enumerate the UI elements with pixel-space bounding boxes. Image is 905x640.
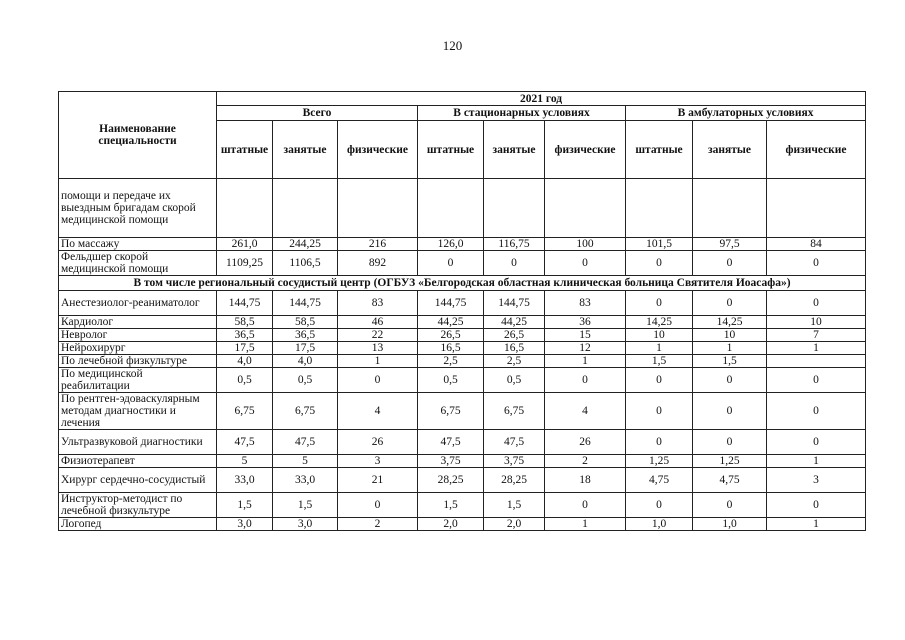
specialty-name: Анестезиолог-реаниматолог [59, 291, 217, 316]
value-cell: 144,75 [418, 291, 484, 316]
value-cell: 84 [767, 238, 866, 251]
value-cell: 1 [545, 355, 626, 368]
table-row [59, 179, 866, 238]
value-cell: 144,75 [217, 291, 273, 316]
table-row [59, 468, 866, 493]
value-cell: 0 [626, 493, 693, 518]
value-cell: 1,5 [693, 355, 767, 368]
value-cell: 1,5 [217, 493, 273, 518]
table-row [59, 238, 866, 251]
value-cell: 101,5 [626, 238, 693, 251]
table-row [59, 342, 866, 355]
value-cell: 1,25 [693, 455, 767, 468]
value-cell: 244,25 [273, 238, 338, 251]
value-cell: 0 [626, 368, 693, 393]
value-cell: 1,5 [273, 493, 338, 518]
subheader-cell: физические [338, 121, 418, 179]
value-cell: 6,75 [217, 393, 273, 430]
value-cell [217, 179, 273, 238]
table-row [59, 518, 866, 531]
value-cell: 3,75 [418, 455, 484, 468]
value-cell: 0 [626, 430, 693, 455]
value-cell: 4,0 [273, 355, 338, 368]
value-cell: 0 [767, 251, 866, 276]
value-cell: 0 [338, 493, 418, 518]
specialty-name: помощи и передаче их выездным бригадам скорой медицинской помощи [59, 179, 217, 238]
value-cell: 0,5 [484, 368, 545, 393]
value-cell: 2,0 [418, 518, 484, 531]
subheader-cell: штатные [626, 121, 693, 179]
value-cell: 1,25 [626, 455, 693, 468]
value-cell: 97,5 [693, 238, 767, 251]
table-row [59, 430, 866, 455]
value-cell [273, 179, 338, 238]
value-cell: 144,75 [273, 291, 338, 316]
page-number: 120 [442, 38, 463, 53]
value-cell: 0 [767, 393, 866, 430]
value-cell: 0 [626, 291, 693, 316]
subheader-cell: занятые [273, 121, 338, 179]
value-cell: 83 [338, 291, 418, 316]
value-cell: 26,5 [484, 329, 545, 342]
value-cell [545, 179, 626, 238]
value-cell: 47,5 [484, 430, 545, 455]
value-cell: 6,75 [484, 393, 545, 430]
value-cell: 0,5 [217, 368, 273, 393]
value-cell: 0 [626, 251, 693, 276]
value-cell: 13 [338, 342, 418, 355]
value-cell: 14,25 [626, 316, 693, 329]
value-cell [484, 179, 545, 238]
header-group-inpatient: В стационарных условиях [418, 106, 626, 121]
value-cell: 47,5 [273, 430, 338, 455]
value-cell: 16,5 [484, 342, 545, 355]
value-cell: 26 [545, 430, 626, 455]
table-row [59, 355, 866, 368]
specialty-name: Ультразвуковой диагностики [59, 430, 217, 455]
value-cell: 2 [545, 455, 626, 468]
value-cell: 1,5 [418, 493, 484, 518]
value-cell: 22 [338, 329, 418, 342]
value-cell: 0 [545, 251, 626, 276]
subheader-cell: физические [545, 121, 626, 179]
value-cell: 17,5 [273, 342, 338, 355]
value-cell: 3,0 [217, 518, 273, 531]
table-row [59, 455, 866, 468]
value-cell: 0,5 [273, 368, 338, 393]
value-cell: 0 [484, 251, 545, 276]
value-cell: 0 [418, 251, 484, 276]
table-section [59, 276, 866, 291]
value-cell: 216 [338, 238, 418, 251]
value-cell: 7 [767, 329, 866, 342]
value-cell: 6,75 [418, 393, 484, 430]
value-cell: 36,5 [217, 329, 273, 342]
value-cell: 1 [767, 455, 866, 468]
header-group-outpatient: В амбулаторных условиях [626, 106, 866, 121]
value-cell: 47,5 [217, 430, 273, 455]
value-cell: 0 [545, 368, 626, 393]
specialty-name: По медицинской реабилитации [59, 368, 217, 393]
specialty-name: Инструктор-методист по лечебной физкультуре [59, 493, 217, 518]
specialty-name: Фельдшер скорой медицинской помощи [59, 251, 217, 276]
subheader-cell: занятые [484, 121, 545, 179]
subheader-cell: штатные [217, 121, 273, 179]
value-cell: 36,5 [273, 329, 338, 342]
specialty-name: Нейрохирург [59, 342, 217, 355]
value-cell: 0 [767, 368, 866, 393]
header-group-total: Всего [217, 106, 418, 121]
value-cell: 5 [217, 455, 273, 468]
value-cell: 15 [545, 329, 626, 342]
specialty-name: По рентген-эдоваскулярным методам диагностики и лечения [59, 393, 217, 430]
value-cell: 26,5 [418, 329, 484, 342]
value-cell: 1 [545, 518, 626, 531]
value-cell: 116,75 [484, 238, 545, 251]
table-row [59, 368, 866, 393]
value-cell: 46 [338, 316, 418, 329]
value-cell: 1 [767, 518, 866, 531]
value-cell: 0 [545, 493, 626, 518]
value-cell: 44,25 [484, 316, 545, 329]
value-cell [418, 179, 484, 238]
specialty-name: По массажу [59, 238, 217, 251]
value-cell: 4,75 [626, 468, 693, 493]
header-specialty: Наименование специальности [59, 92, 217, 179]
value-cell: 1,5 [626, 355, 693, 368]
value-cell: 1 [767, 342, 866, 355]
value-cell: 10 [626, 329, 693, 342]
value-cell: 0 [693, 291, 767, 316]
value-cell: 3,0 [273, 518, 338, 531]
staffing-table [58, 91, 866, 531]
table-row [59, 493, 866, 518]
value-cell: 0 [767, 430, 866, 455]
value-cell: 6,75 [273, 393, 338, 430]
value-cell: 0 [693, 430, 767, 455]
value-cell: 3,75 [484, 455, 545, 468]
value-cell [338, 179, 418, 238]
value-cell: 1,5 [484, 493, 545, 518]
value-cell [693, 179, 767, 238]
value-cell: 28,25 [418, 468, 484, 493]
value-cell: 4 [545, 393, 626, 430]
value-cell: 126,0 [418, 238, 484, 251]
value-cell: 1 [693, 342, 767, 355]
value-cell: 47,5 [418, 430, 484, 455]
value-cell: 18 [545, 468, 626, 493]
value-cell: 83 [545, 291, 626, 316]
value-cell: 58,5 [273, 316, 338, 329]
value-cell: 16,5 [418, 342, 484, 355]
value-cell: 1 [338, 355, 418, 368]
subheader-cell: занятые [693, 121, 767, 179]
value-cell: 5 [273, 455, 338, 468]
value-cell: 0,5 [418, 368, 484, 393]
header-year: 2021 год [217, 92, 866, 106]
value-cell: 0 [767, 493, 866, 518]
value-cell: 0 [626, 393, 693, 430]
value-cell: 58,5 [217, 316, 273, 329]
table-body-top [59, 179, 866, 276]
specialty-name: Кардиолог [59, 316, 217, 329]
value-cell: 0 [693, 368, 767, 393]
value-cell: 17,5 [217, 342, 273, 355]
value-cell: 4,0 [217, 355, 273, 368]
subheader-cell: штатные [418, 121, 484, 179]
table-row [59, 251, 866, 276]
value-cell: 4 [338, 393, 418, 430]
value-cell [767, 179, 866, 238]
value-cell: 3 [767, 468, 866, 493]
value-cell: 14,25 [693, 316, 767, 329]
value-cell: 4,75 [693, 468, 767, 493]
value-cell: 28,25 [484, 468, 545, 493]
value-cell: 261,0 [217, 238, 273, 251]
specialty-name: По лечебной физкультуре [59, 355, 217, 368]
value-cell: 12 [545, 342, 626, 355]
value-cell: 21 [338, 468, 418, 493]
value-cell: 0 [767, 291, 866, 316]
value-cell: 33,0 [273, 468, 338, 493]
value-cell: 100 [545, 238, 626, 251]
value-cell: 2 [338, 518, 418, 531]
value-cell: 1109,25 [217, 251, 273, 276]
table-row [59, 329, 866, 342]
value-cell [767, 355, 866, 368]
table-row [59, 393, 866, 430]
specialty-name: Хирург сердечно-сосудистый [59, 468, 217, 493]
value-cell: 10 [693, 329, 767, 342]
value-cell: 1106,5 [273, 251, 338, 276]
value-cell: 1,0 [626, 518, 693, 531]
value-cell: 2,0 [484, 518, 545, 531]
value-cell [626, 179, 693, 238]
value-cell: 0 [693, 493, 767, 518]
value-cell: 10 [767, 316, 866, 329]
value-cell: 44,25 [418, 316, 484, 329]
value-cell: 2,5 [418, 355, 484, 368]
specialty-name: Невролог [59, 329, 217, 342]
value-cell: 1,0 [693, 518, 767, 531]
value-cell: 3 [338, 455, 418, 468]
value-cell: 26 [338, 430, 418, 455]
value-cell: 0 [338, 368, 418, 393]
value-cell: 2,5 [484, 355, 545, 368]
value-cell: 36 [545, 316, 626, 329]
value-cell: 0 [693, 251, 767, 276]
value-cell: 144,75 [484, 291, 545, 316]
table-body-section [59, 291, 866, 531]
section-title: В том числе региональный сосудистый центр (ОГБУЗ «Белгородская областная клиническая больница Святителя Иоасафа») [59, 276, 866, 291]
table-row [59, 316, 866, 329]
specialty-name: Физиотерапевт [59, 455, 217, 468]
subheader-cell: физические [767, 121, 866, 179]
specialty-name: Логопед [59, 518, 217, 531]
table-row [59, 291, 866, 316]
value-cell: 1 [626, 342, 693, 355]
value-cell: 892 [338, 251, 418, 276]
value-cell: 33,0 [217, 468, 273, 493]
value-cell: 0 [693, 393, 767, 430]
